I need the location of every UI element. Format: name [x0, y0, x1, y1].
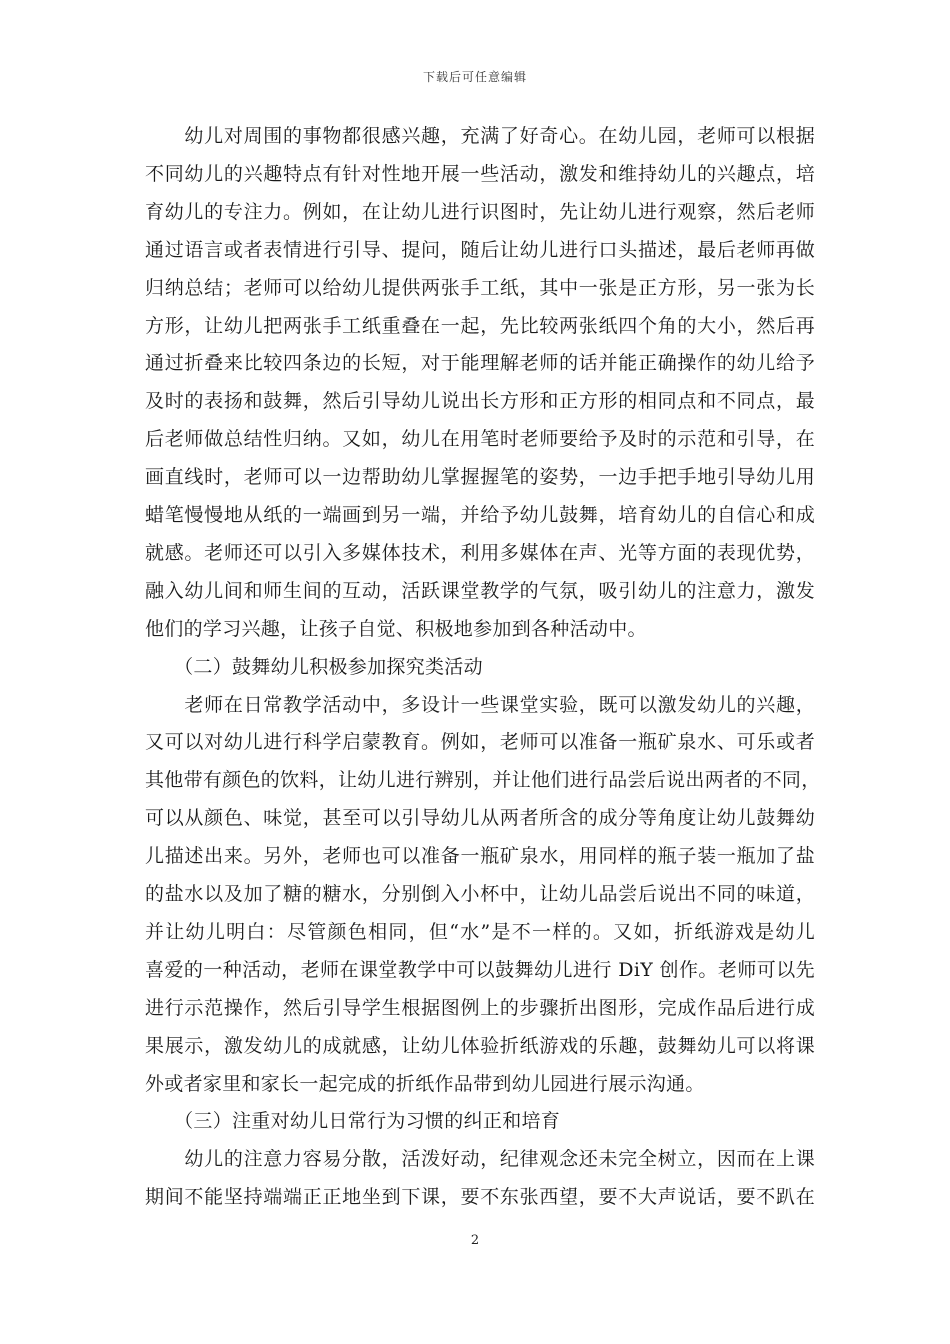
- text-line: 方形，让幼儿把两张手工纸重叠在一起，先比较两张纸四个角的大小，然后再: [145, 315, 815, 337]
- text-line: 他们的学习兴趣，让孩子自觉、积极地参加到各种活动中。: [145, 618, 647, 640]
- text-line: 育幼儿的专注力。例如，在让幼儿进行识图时，先让幼儿进行观察，然后老师: [145, 201, 815, 223]
- text-line: 幼儿对周围的事物都很感兴趣，充满了好奇心。在幼儿园，老师可以根据: [145, 125, 815, 147]
- text-line: 并让幼儿明白：尽管颜色相同，但“水”是不一样的。又如，折纸游戏是幼儿: [145, 921, 815, 943]
- text-line: 融入幼儿间和师生间的互动，活跃课堂教学的气氛，吸引幼儿的注意力，激发: [145, 580, 815, 602]
- text-line: 及时的表扬和鼓舞，然后引导幼儿说出长方形和正方形的相同点和不同点，最: [145, 390, 815, 412]
- text-line: 喜爱的一种活动，老师在课堂教学中可以鼓舞幼儿进行 DiY 创作。老师可以先: [145, 959, 815, 981]
- text-line: 通过语言或者表情进行引导、提问，随后让幼儿进行口头描述，最后老师再做: [145, 239, 815, 261]
- text-line: 蜡笔慢慢地从纸的一端画到另一端，并给予幼儿鼓舞，培育幼儿的自信心和成: [145, 504, 815, 526]
- text-line: 老师在日常教学活动中，多设计一些课堂实验，既可以激发幼儿的兴趣，: [145, 694, 815, 716]
- text-line: 幼儿的注意力容易分散，活泼好动，纪律观念还未完全树立，因而在上课: [145, 1148, 815, 1170]
- text-line: 的盐水以及加了糖的糖水，分别倒入小杯中，让幼儿品尝后说出不同的味道，: [145, 883, 815, 905]
- page-number: 2: [470, 1233, 480, 1248]
- text-line: （三）注重对幼儿日常行为习惯的纠正和培育: [145, 1110, 561, 1132]
- text-line: 其他带有颜色的饮料，让幼儿进行辨别，并让他们进行品尝后说出两者的不同，: [145, 769, 821, 791]
- text-line: 归纳总结；老师可以给幼儿提供两张手工纸，其中一张是正方形，另一张为长: [145, 277, 815, 299]
- text-line: 画直线时，老师可以一边帮助幼儿掌握握笔的姿势，一边手把手地引导幼儿用: [145, 466, 815, 488]
- text-line: 期间不能坚持端端正正地坐到下课，要不东张西望，要不大声说话，要不趴在: [145, 1186, 815, 1208]
- text-line: 后老师做总结性归纳。又如，幼儿在用笔时老师要给予及时的示范和引导，在: [145, 428, 815, 450]
- text-line: 通过折叠来比较四条边的长短，对于能理解老师的话并能正确操作的幼儿给予: [145, 352, 815, 374]
- text-line: （二）鼓舞幼儿积极参加探究类活动: [145, 656, 483, 678]
- text-line: 不同幼儿的兴趣特点有针对性地开展一些活动，激发和维持幼儿的兴趣点，培: [145, 163, 815, 185]
- text-line: 可以从颜色、味觉，甚至可以引导幼儿从两者所含的成分等角度让幼儿鼓舞幼: [145, 807, 815, 829]
- text-line: 就感。老师还可以引入多媒体技术，利用多媒体在声、光等方面的表现优势，: [145, 542, 815, 564]
- text-line: 果展示，激发幼儿的成就感，让幼儿体验折纸游戏的乐趣，鼓舞幼儿可以将课: [145, 1035, 815, 1057]
- page-header: 下载后可任意编辑: [422, 70, 527, 84]
- text-line: 儿描述出来。另外，老师也可以准备一瓶矿泉水，用同样的瓶子装一瓶加了盐: [145, 845, 815, 867]
- text-line: 又可以对幼儿进行科学启蒙教育。例如，老师可以准备一瓶矿泉水、可乐或者: [145, 731, 815, 753]
- text-line: 进行示范操作，然后引导学生根据图例上的步骤折出图形，完成作品后进行成: [145, 997, 815, 1019]
- text-line: 外或者家里和家长一起完成的折纸作品带到幼儿园进行展示沟通。: [145, 1073, 705, 1095]
